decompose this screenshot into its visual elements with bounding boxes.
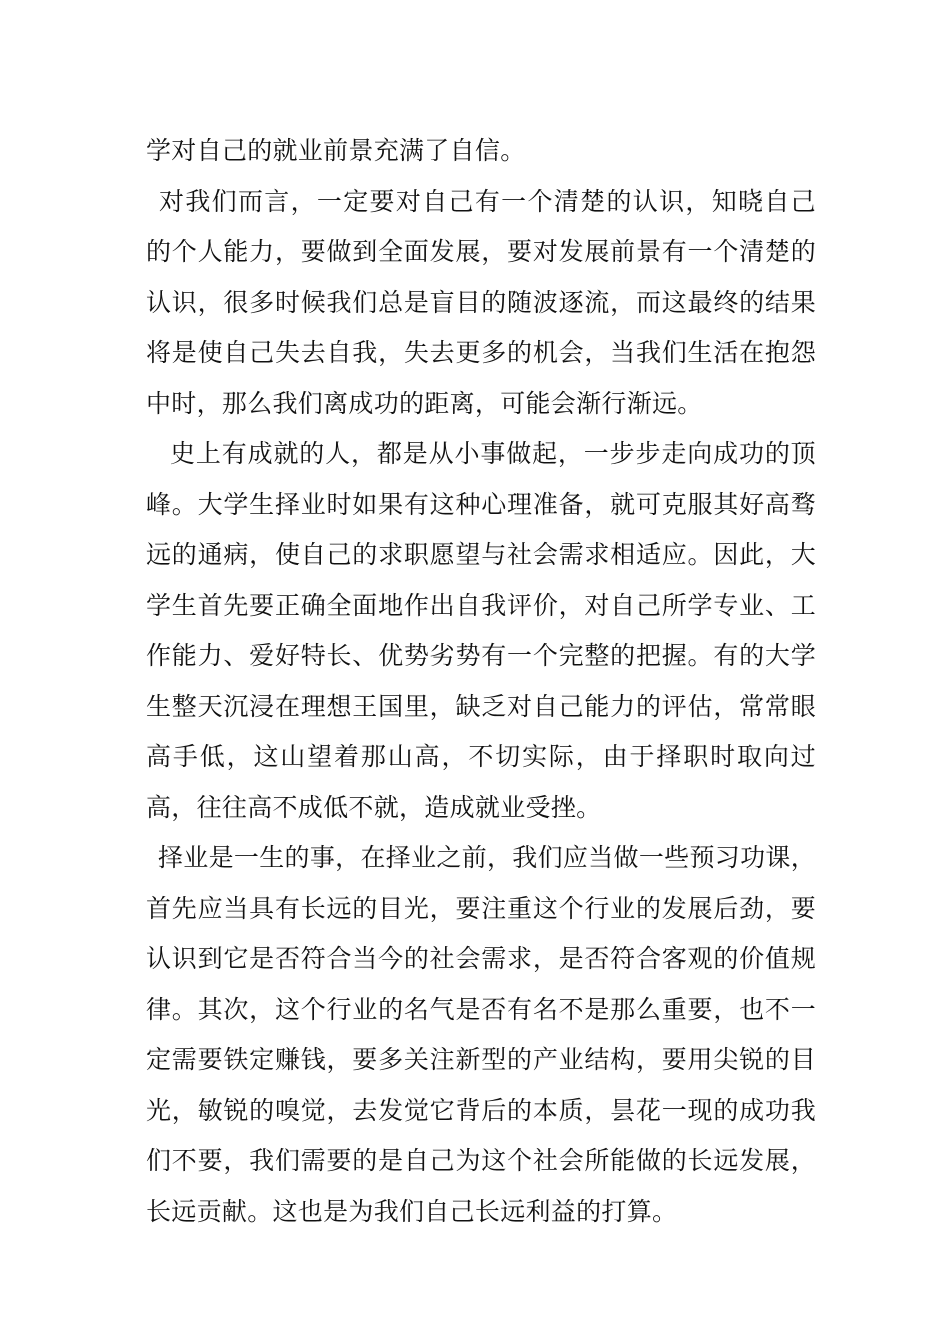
body-text xyxy=(146,126,816,1237)
paragraph-4: 择业是一生的事，在择业之前，我们应当做一些预习功课，首先应当具有长远的目光，要注重这个行业的发展后劲，要认识到它是否符合当今的社会需求，是否符合客观的价值规律。其次，这个行业的名气是否有名不是那么重要，也不一定需要铁定赚钱，要多关注新型的产业结构，要用尖锐的目光，敏锐的嗅觉，去发觉它背后的本质，昙花一现的成功我们不要，我们需要的是自己为这个社会所能做的长远发展，长远贡献。这也是为我们自己长远利益的打算。 xyxy=(146,843,816,1226)
paragraph-3: 史上有成就的人，都是从小事做起，一步步走向成功的顶峰。大学生择业时如果有这种心理准备，就可克服其好高骛远的通病，使自己的求职愿望与社会需求相适应。因此，大学生首先要正确全面地作出自我评价，对自己所学专业、工作能力、爱好特长、优势劣势有一个完整的把握。有的大学生整天沉浸在理想王国里，缺乏对自己能力的评估，常常眼高手低，这山望着那山高，不切实际，由于择职时取向过高，往往高不成低不就，造成就业受挫。 xyxy=(146,439,816,822)
paragraph-2: 对我们而言，一定要对自己有一个清楚的认识，知晓自己的个人能力，要做到全面发展，要对发展前景有一个清楚的认识，很多时候我们总是盲目的随波逐流，而这最终的结果将是使自己失去自我，失去更多的机会，当我们生活在抱怨中时，那么我们离成功的距离，可能会渐行渐远。 xyxy=(146,186,816,418)
paragraph-1: 学对自己的就业前景充满了自信。 xyxy=(146,136,526,165)
